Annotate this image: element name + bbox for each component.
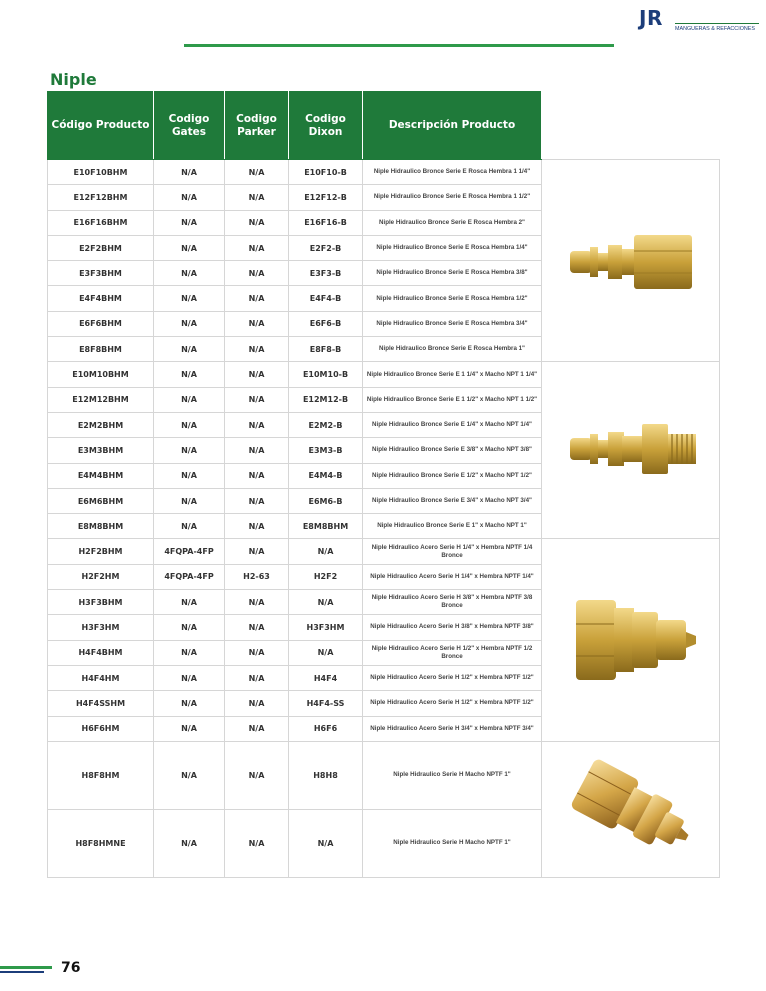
table-body bbox=[48, 160, 720, 878]
cell-codigo-producto: E16F16BHM bbox=[48, 210, 154, 235]
table-row bbox=[48, 362, 720, 387]
cell-codigo-gates: N/A bbox=[154, 463, 225, 488]
footer-green-line bbox=[0, 966, 52, 969]
cell-descripcion: Niple Hidraulico Bronce Serie E Rosca Hembra 3/8" bbox=[363, 261, 542, 286]
brand-tagline: MANGUERAS & REFACCIONES bbox=[675, 26, 755, 32]
cell-codigo-parker: N/A bbox=[225, 235, 289, 260]
cell-codigo-producto: H8F8HM bbox=[48, 741, 154, 809]
cell-codigo-parker: N/A bbox=[225, 590, 289, 615]
cell-codigo-producto: H4F4BHM bbox=[48, 640, 154, 665]
cell-codigo-dixon: H3F3HM bbox=[289, 615, 363, 640]
cell-codigo-dixon: E4F4-B bbox=[289, 286, 363, 311]
cell-codigo-dixon: E10F10-B bbox=[289, 160, 363, 185]
cell-codigo-producto: E8F8BHM bbox=[48, 337, 154, 362]
cell-codigo-parker: N/A bbox=[225, 539, 289, 564]
brass-male-h-series-nipple-photo-icon bbox=[542, 741, 720, 877]
cell-codigo-producto: E6M6BHM bbox=[48, 488, 154, 513]
cell-codigo-producto: H3F3HM bbox=[48, 615, 154, 640]
cell-codigo-producto: E4F4BHM bbox=[48, 286, 154, 311]
cell-descripcion: Niple Hidraulico Bronce Serie E Rosca Hembra 1 1/4" bbox=[363, 160, 542, 185]
cell-codigo-dixon: E2M2-B bbox=[289, 412, 363, 437]
cell-descripcion: Niple Hidraulico Bronce Serie E 1" x Macho NPT 1" bbox=[363, 514, 542, 539]
cell-codigo-dixon: N/A bbox=[289, 590, 363, 615]
cell-codigo-dixon: H4F4-SS bbox=[289, 691, 363, 716]
cell-codigo-gates: N/A bbox=[154, 387, 225, 412]
cell-codigo-parker: N/A bbox=[225, 311, 289, 336]
cell-descripcion: Niple Hidraulico Acero Serie H 3/8" x Hembra NPTF 3/8" bbox=[363, 615, 542, 640]
cell-codigo-dixon: N/A bbox=[289, 640, 363, 665]
cell-descripcion: Niple Hidraulico Bronce Serie E Rosca Hembra 1/4" bbox=[363, 235, 542, 260]
header-divider bbox=[184, 44, 614, 47]
cell-codigo-producto: E4M4BHM bbox=[48, 463, 154, 488]
cell-codigo-producto: E6F6BHM bbox=[48, 311, 154, 336]
cell-descripcion: Niple Hidraulico Bronce Serie E 1/2" x Macho NPT 1/2" bbox=[363, 463, 542, 488]
cell-codigo-producto: H4F4HM bbox=[48, 665, 154, 690]
cell-codigo-gates: N/A bbox=[154, 235, 225, 260]
cell-codigo-gates: N/A bbox=[154, 311, 225, 336]
cell-codigo-dixon: E8M8BHM bbox=[289, 514, 363, 539]
cell-codigo-producto: E3M3BHM bbox=[48, 438, 154, 463]
brand-logo-text: JR bbox=[639, 6, 663, 30]
cell-codigo-producto: E12M12BHM bbox=[48, 387, 154, 412]
cell-codigo-gates: N/A bbox=[154, 438, 225, 463]
cell-codigo-parker: N/A bbox=[225, 665, 289, 690]
header-codigo-dixon: Codigo Dixon bbox=[289, 92, 363, 160]
cell-codigo-dixon: E16F16-B bbox=[289, 210, 363, 235]
cell-codigo-parker: H2-63 bbox=[225, 564, 289, 589]
steel-hex-female-nipple-photo-icon bbox=[542, 539, 720, 741]
cell-codigo-gates: N/A bbox=[154, 716, 225, 741]
cell-codigo-gates: N/A bbox=[154, 640, 225, 665]
cell-codigo-parker: N/A bbox=[225, 412, 289, 437]
cell-codigo-parker: N/A bbox=[225, 716, 289, 741]
cell-codigo-gates: N/A bbox=[154, 337, 225, 362]
cell-codigo-parker: N/A bbox=[225, 286, 289, 311]
cell-codigo-parker: N/A bbox=[225, 488, 289, 513]
table-header-row bbox=[48, 92, 720, 160]
cell-codigo-parker: N/A bbox=[225, 741, 289, 809]
cell-codigo-producto: E8M8BHM bbox=[48, 514, 154, 539]
cell-codigo-dixon: E6F6-B bbox=[289, 311, 363, 336]
cell-codigo-producto: H2F2BHM bbox=[48, 539, 154, 564]
table-row bbox=[48, 539, 720, 564]
cell-descripcion: Niple Hidraulico Acero Serie H 1/4" x Hembra NPTF 1/4" bbox=[363, 564, 542, 589]
cell-codigo-producto: H2F2HM bbox=[48, 564, 154, 589]
cell-codigo-dixon: E10M10-B bbox=[289, 362, 363, 387]
cell-codigo-dixon: E12M12-B bbox=[289, 387, 363, 412]
section-title: Niple bbox=[50, 70, 97, 89]
table-row bbox=[48, 741, 720, 809]
cell-descripcion: Niple Hidraulico Acero Serie H 1/4" x Hembra NPTF 1/4 Bronce bbox=[363, 539, 542, 564]
cell-codigo-dixon: H2F2 bbox=[289, 564, 363, 589]
header-codigo-gates: Codigo Gates bbox=[154, 92, 225, 160]
cell-descripcion: Niple Hidraulico Bronce Serie E 3/8" x Macho NPT 3/8" bbox=[363, 438, 542, 463]
cell-codigo-gates: 4FQPA-4FP bbox=[154, 539, 225, 564]
cell-descripcion: Niple Hidraulico Acero Serie H 1/2" x Hembra NPTF 1/2" bbox=[363, 665, 542, 690]
cell-codigo-producto: E2F2BHM bbox=[48, 235, 154, 260]
cell-codigo-dixon: E2F2-B bbox=[289, 235, 363, 260]
cell-codigo-dixon: E12F12-B bbox=[289, 185, 363, 210]
cell-codigo-gates: N/A bbox=[154, 261, 225, 286]
cell-descripcion: Niple Hidraulico Serie H Macho NPTF 1" bbox=[363, 809, 542, 877]
cell-codigo-parker: N/A bbox=[225, 160, 289, 185]
cell-codigo-gates: N/A bbox=[154, 615, 225, 640]
cell-codigo-producto: E10M10BHM bbox=[48, 362, 154, 387]
cell-codigo-parker: N/A bbox=[225, 809, 289, 877]
cell-codigo-gates: N/A bbox=[154, 286, 225, 311]
cell-codigo-parker: N/A bbox=[225, 362, 289, 387]
cell-descripcion: Niple Hidraulico Bronce Serie E Rosca Hembra 1/2" bbox=[363, 286, 542, 311]
cell-descripcion: Niple Hidraulico Bronce Serie E Rosca Hembra 3/4" bbox=[363, 311, 542, 336]
cell-codigo-gates: N/A bbox=[154, 185, 225, 210]
cell-codigo-parker: N/A bbox=[225, 185, 289, 210]
cell-codigo-gates: N/A bbox=[154, 665, 225, 690]
cell-codigo-producto: E2M2BHM bbox=[48, 412, 154, 437]
cell-descripcion: Niple Hidraulico Acero Serie H 1/2" x Hembra NPTF 1/2" bbox=[363, 691, 542, 716]
brand-logo bbox=[639, 6, 761, 36]
cell-descripcion: Niple Hidraulico Serie H Macho NPTF 1" bbox=[363, 741, 542, 809]
cell-codigo-dixon: H6F6 bbox=[289, 716, 363, 741]
cell-codigo-parker: N/A bbox=[225, 438, 289, 463]
header-codigo-parker: Codigo Parker bbox=[225, 92, 289, 160]
cell-descripcion: Niple Hidraulico Bronce Serie E 1 1/2" x Macho NPT 1 1/2" bbox=[363, 387, 542, 412]
cell-codigo-parker: N/A bbox=[225, 691, 289, 716]
cell-codigo-dixon: E4M4-B bbox=[289, 463, 363, 488]
cell-codigo-parker: N/A bbox=[225, 514, 289, 539]
brand-rule bbox=[675, 23, 759, 24]
product-table bbox=[47, 91, 720, 878]
cell-codigo-gates: N/A bbox=[154, 741, 225, 809]
cell-descripcion: Niple Hidraulico Bronce Serie E 1/4" x Macho NPT 1/4" bbox=[363, 412, 542, 437]
cell-codigo-parker: N/A bbox=[225, 210, 289, 235]
cell-codigo-dixon: E6M6-B bbox=[289, 488, 363, 513]
cell-codigo-gates: N/A bbox=[154, 590, 225, 615]
cell-codigo-dixon: E8F8-B bbox=[289, 337, 363, 362]
cell-descripcion: Niple Hidraulico Bronce Serie E Rosca Hembra 1" bbox=[363, 337, 542, 362]
cell-codigo-gates: N/A bbox=[154, 412, 225, 437]
brass-female-quick-coupler-nipple-photo-icon bbox=[542, 160, 720, 362]
cell-codigo-producto: E3F3BHM bbox=[48, 261, 154, 286]
cell-codigo-gates: N/A bbox=[154, 160, 225, 185]
cell-codigo-dixon: E3F3-B bbox=[289, 261, 363, 286]
cell-codigo-parker: N/A bbox=[225, 337, 289, 362]
cell-codigo-dixon: N/A bbox=[289, 539, 363, 564]
cell-codigo-dixon: N/A bbox=[289, 809, 363, 877]
brass-male-npt-nipple-photo-icon bbox=[542, 362, 720, 539]
cell-codigo-gates: N/A bbox=[154, 809, 225, 877]
footer-blue-line bbox=[0, 971, 44, 973]
cell-codigo-gates: N/A bbox=[154, 514, 225, 539]
cell-codigo-gates: N/A bbox=[154, 210, 225, 235]
page-number: 76 bbox=[61, 960, 81, 976]
table-row bbox=[48, 160, 720, 185]
cell-codigo-producto: H3F3BHM bbox=[48, 590, 154, 615]
cell-codigo-gates: N/A bbox=[154, 691, 225, 716]
header-descripcion: Descripción Producto bbox=[363, 92, 542, 160]
cell-codigo-producto: E12F12BHM bbox=[48, 185, 154, 210]
cell-codigo-producto: H8F8HMNE bbox=[48, 809, 154, 877]
cell-codigo-parker: N/A bbox=[225, 463, 289, 488]
cell-codigo-dixon: H4F4 bbox=[289, 665, 363, 690]
cell-codigo-producto: H6F6HM bbox=[48, 716, 154, 741]
cell-codigo-producto: H4F4SSHM bbox=[48, 691, 154, 716]
cell-codigo-parker: N/A bbox=[225, 615, 289, 640]
header-image-blank bbox=[542, 92, 720, 160]
cell-codigo-gates: N/A bbox=[154, 488, 225, 513]
cell-codigo-gates: N/A bbox=[154, 362, 225, 387]
cell-codigo-parker: N/A bbox=[225, 261, 289, 286]
cell-descripcion: Niple Hidraulico Bronce Serie E 1 1/4" x Macho NPT 1 1/4" bbox=[363, 362, 542, 387]
cell-codigo-parker: N/A bbox=[225, 640, 289, 665]
cell-descripcion: Niple Hidraulico Bronce Serie E 3/4" x Macho NPT 3/4" bbox=[363, 488, 542, 513]
cell-codigo-producto: E10F10BHM bbox=[48, 160, 154, 185]
header-codigo-producto: Código Producto bbox=[48, 92, 154, 160]
cell-descripcion: Niple Hidraulico Acero Serie H 3/4" x Hembra NPTF 3/4" bbox=[363, 716, 542, 741]
cell-descripcion: Niple Hidraulico Bronce Serie E Rosca Hembra 2" bbox=[363, 210, 542, 235]
cell-descripcion: Niple Hidraulico Bronce Serie E Rosca Hembra 1 1/2" bbox=[363, 185, 542, 210]
cell-codigo-gates: 4FQPA-4FP bbox=[154, 564, 225, 589]
cell-codigo-parker: N/A bbox=[225, 387, 289, 412]
cell-codigo-dixon: H8H8 bbox=[289, 741, 363, 809]
cell-descripcion: Niple Hidraulico Acero Serie H 1/2" x Hembra NPTF 1/2 Bronce bbox=[363, 640, 542, 665]
cell-codigo-dixon: E3M3-B bbox=[289, 438, 363, 463]
cell-descripcion: Niple Hidraulico Acero Serie H 3/8" x Hembra NPTF 3/8 Bronce bbox=[363, 590, 542, 615]
